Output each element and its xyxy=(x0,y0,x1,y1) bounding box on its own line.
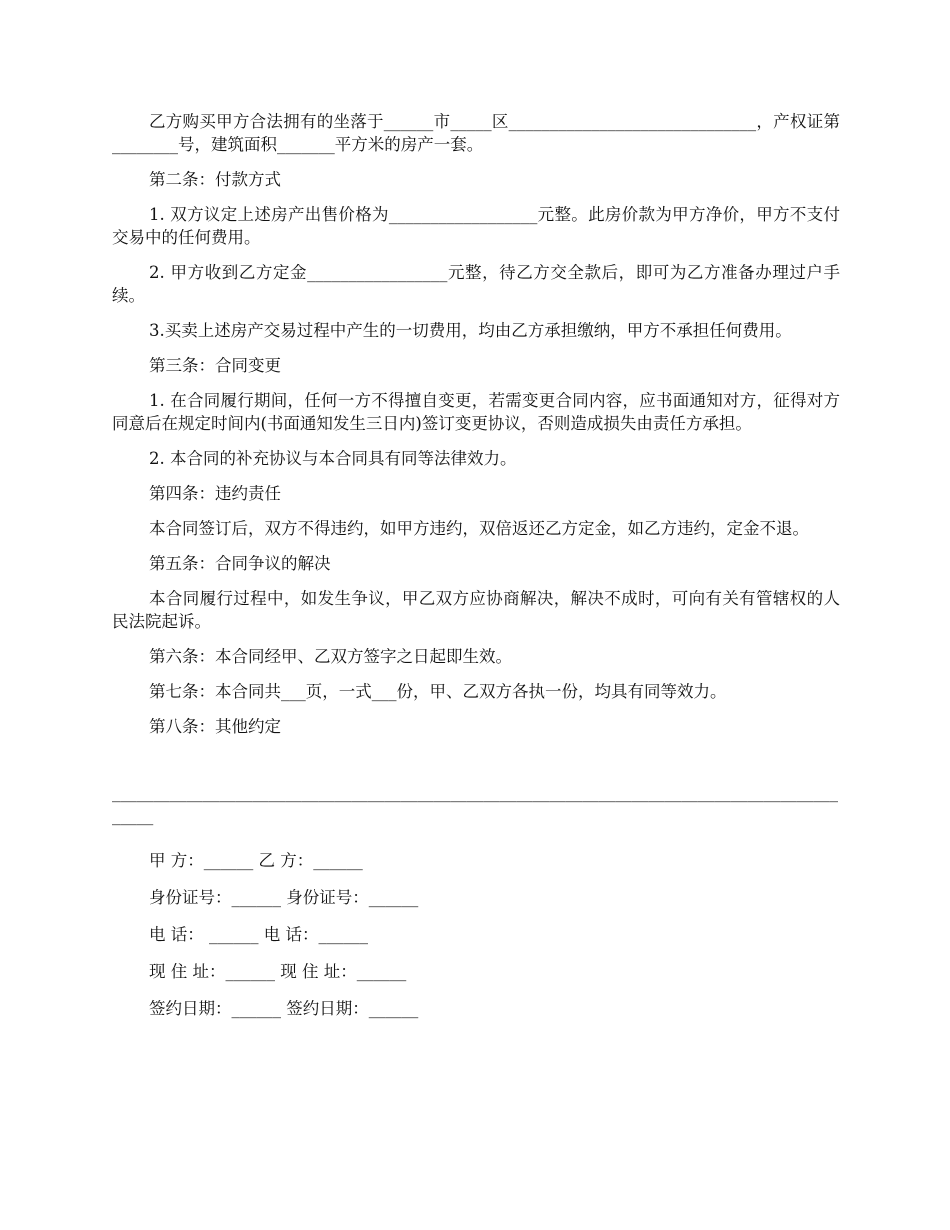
article-6-heading: 第六条：本合同经甲、乙双方签字之日起即生效。 xyxy=(149,647,512,666)
signature-id-number-row: 身份证号：______ 身份证号：______ xyxy=(149,888,419,907)
signature-date-row: 签约日期：______ 签约日期：______ xyxy=(149,999,419,1018)
article-5-heading: 第五条：合同争议的解决 xyxy=(149,554,331,573)
article-4-body: 本合同签订后，双方不得违约，如甲方违约，双倍返还乙方定金，如乙方违约，定金不退。 xyxy=(149,519,809,538)
article-4-heading: 第四条：违约责任 xyxy=(149,484,281,503)
article-8-heading: 第八条：其他约定 xyxy=(149,717,281,736)
article-7-heading: 第七条：本合同共___页，一式___份，甲、乙双方各执一份，均具有同等效力。 xyxy=(149,682,727,701)
signature-block xyxy=(112,849,840,1020)
signature-phone-row: 电 话： ______ 电 话：______ xyxy=(149,925,368,944)
purchase-paragraph: 乙方购买甲方合法拥有的坐落于______市_____区______________________________，产权证第________号，建筑面积_______平方米的房产一套。 xyxy=(112,112,840,154)
article-3-clause-1: 1. 在合同履行期间，任何一方不得擅自变更，若需变更合同内容，应书面通知对方，征得对方同意后在规定时间内(书面通知发生三日内)签订变更协议，否则造成损失由责任方承担。 xyxy=(112,391,840,433)
article-3-heading: 第三条：合同变更 xyxy=(149,356,281,375)
signature-address-row: 现 住 址：______ 现 住 址：______ xyxy=(149,962,407,981)
article-2-clause-1: 1. 双方议定上述房产出售价格为__________________元整。此房价款为甲方净价，甲方不支付交易中的任何费用。 xyxy=(112,205,840,247)
article-2-heading: 第二条：付款方式 xyxy=(149,170,281,189)
signature-parties-row: 甲 方：______ 乙 方：______ xyxy=(149,851,363,870)
contract-document xyxy=(112,110,840,1034)
article-5-body: 本合同履行过程中，如发生争议，甲乙双方应协商解决，解决不成时，可向有关有管辖权的人民法院起诉。 xyxy=(112,589,840,631)
article-2-clause-3: 3.买卖上述房产交易过程中产生的一切费用，均由乙方承担缴纳，甲方不承担任何费用。 xyxy=(149,321,792,340)
other-terms-blank-line: _____________________________________________________________________________________________ xyxy=(112,783,838,825)
article-3-clause-2: 2. 本合同的补充协议与本合同具有同等法律效力。 xyxy=(149,449,517,468)
article-2-clause-2: 2. 甲方收到乙方定金_________________元整，待乙方交全款后，即可为乙方准备办理过户手续。 xyxy=(112,263,840,305)
